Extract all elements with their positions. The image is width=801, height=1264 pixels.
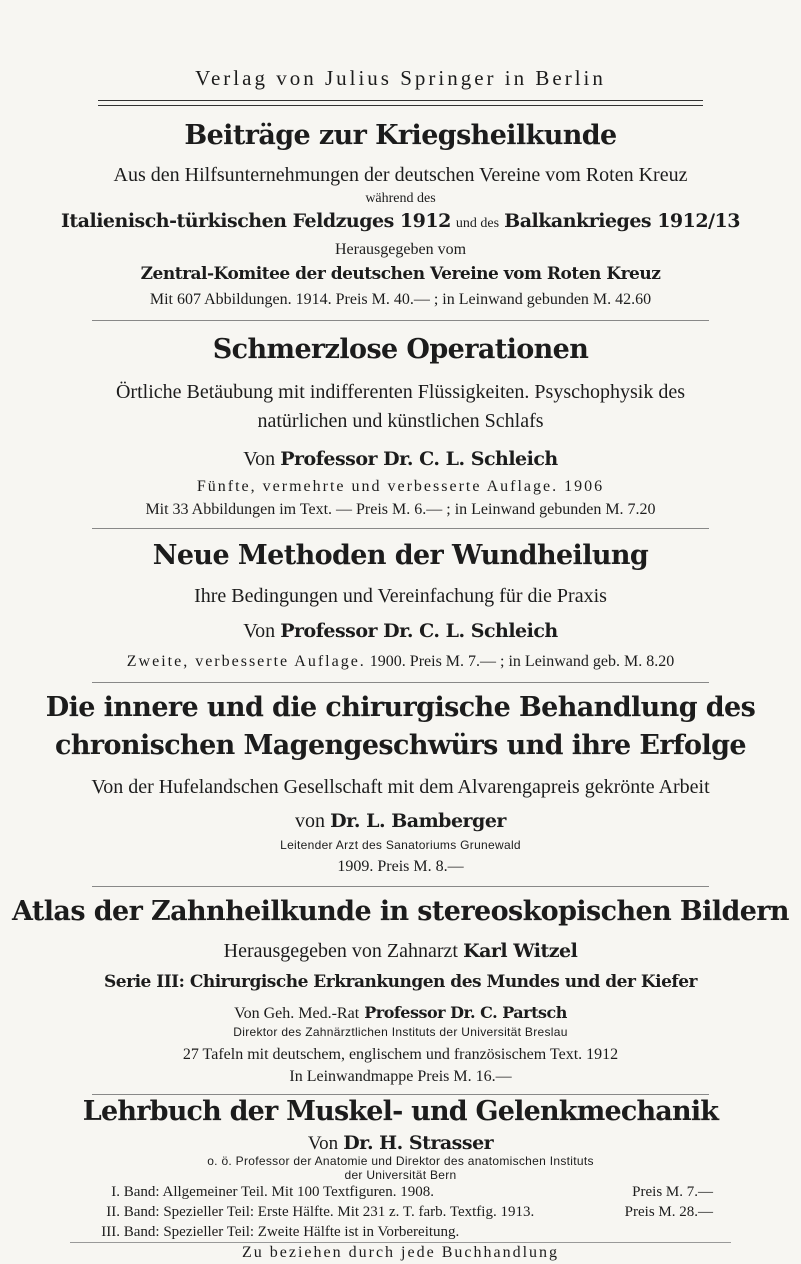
book1-edited-by: Herausgegeben vom	[334, 241, 467, 258]
book5-price: In Leinwandmappe Preis M. 16.—	[289, 1068, 512, 1085]
volume-description: Band: Allgemeiner Teil. Mit 100 Textfiguren. 1908.	[120, 1184, 434, 1200]
book5-series: Serie III: Chirurgische Erkrankungen des Mundes und der Kiefer	[104, 972, 697, 992]
volume-row	[88, 1184, 713, 1201]
book6-author-role-2: der Universität Bern	[344, 1168, 457, 1182]
book2-subtitle-1: Örtliche Betäubung mit indifferenten Flüssigkeiten. Psyschophysik des	[115, 381, 685, 403]
footer-rule	[70, 1242, 731, 1243]
book2-subtitle-2: natürlichen und künstlichen Schlafs	[257, 410, 544, 432]
volume-price: Preis M. 7.—	[632, 1184, 713, 1200]
book2-by: Von	[243, 448, 276, 470]
book5-by: Von Geh. Med.-Rat	[234, 1005, 360, 1022]
book2-edition: Fünfte, vermehrte und verbesserte Auflage. 1906	[196, 478, 605, 495]
book1-war1: Italienisch-türkischen Feldzuges 1912	[61, 210, 451, 232]
book6-author-role-1: o. ö. Professor der Anatomie und Direktor des anatomischen Instituts	[207, 1154, 594, 1168]
book4-author: Dr. L. Bamberger	[330, 810, 506, 832]
book6-by: Von	[307, 1133, 339, 1154]
book4-price: 1909. Preis M. 8.—	[337, 858, 464, 875]
book4-author-role: Leitender Arzt des Sanatoriums Grunewald	[280, 838, 521, 852]
book5-editor: Karl Witzel	[463, 940, 578, 962]
book4-title-2: chronischen Magengeschwürs und ihre Erfolge	[55, 730, 746, 761]
book6-author: Dr. H. Strasser	[343, 1132, 494, 1154]
book3-subtitle: Ihre Bedingungen und Vereinfachung für die Praxis	[194, 585, 607, 607]
volume-number: II.	[106, 1204, 120, 1220]
book1-war2: Balkankrieges 1912/13	[504, 210, 740, 232]
volume-row	[88, 1204, 713, 1221]
book4-subtitle: Von der Hufelandschen Gesellschaft mit dem Alvarengapreis gekrönte Arbeit	[91, 776, 710, 798]
book1-and: und des	[455, 216, 500, 231]
book2-price: Mit 33 Abbildungen im Text. — Preis M. 6.— ; in Leinwand gebunden M. 7.20	[145, 501, 656, 518]
volume-price: Preis M. 28.—	[624, 1204, 713, 1220]
book4-by: von	[295, 810, 326, 832]
book3-author: Professor Dr. C. L. Schleich	[280, 620, 558, 642]
book6-title: Lehrbuch der Muskel- und Gelenkmechanik	[82, 1096, 719, 1127]
book1-price: Mit 607 Abbildungen. 1914. Preis M. 40.— ; in Leinwand gebunden M. 42.60	[149, 291, 652, 308]
book1-editor: Zentral-Komitee der deutschen Vereine vom Roten Kreuz	[140, 264, 661, 284]
book3-edition: Zweite, verbesserte Auflage.	[126, 653, 366, 670]
book3-by: Von	[243, 620, 276, 642]
book5-edited-by: Herausgegeben von Zahnarzt	[223, 940, 458, 962]
volume-number: I.	[111, 1184, 120, 1200]
book3-title: Neue Methoden der Wundheilung	[152, 540, 649, 571]
book1-title: Beiträge zur Kriegsheilkunde	[184, 120, 617, 151]
book5-title: Atlas der Zahnheilkunde in stereoskopischen Bildern	[12, 896, 789, 927]
book2-author: Professor Dr. C. L. Schleich	[280, 448, 558, 470]
book5-author: Professor Dr. C. Partsch	[364, 1003, 567, 1022]
book5-author-role: Direktor des Zahnärztlichen Instituts der Universität Breslau	[233, 1025, 568, 1039]
volume-number: III.	[101, 1224, 120, 1240]
book1-subtitle: Aus den Hilfsunternehmungen der deutschen Vereine vom Roten Kreuz	[113, 164, 688, 186]
book4-title-1: Die innere und die chirurgische Behandlung des	[45, 692, 756, 723]
volume-row	[88, 1224, 713, 1241]
book3-price: 1900. Preis M. 7.— ; in Leinwand geb. M. 8.20	[369, 653, 675, 670]
book5-details: 27 Tafeln mit deutschem, englischem und französischem Text. 1912	[182, 1046, 619, 1063]
publisher-header: Verlag von Julius Springer in Berlin	[195, 66, 606, 90]
book1-during: während des	[365, 191, 436, 206]
volume-description: Band: Spezieller Teil: Zweite Hälfte ist in Vorbereitung.	[120, 1224, 460, 1240]
book2-title: Schmerzlose Operationen	[212, 334, 589, 365]
volume-description: Band: Spezieller Teil: Erste Hälfte. Mit 231 z. T. farb. Textfig. 1913.	[120, 1204, 535, 1220]
footer-note: Zu beziehen durch jede Buchhandlung	[241, 1244, 560, 1261]
